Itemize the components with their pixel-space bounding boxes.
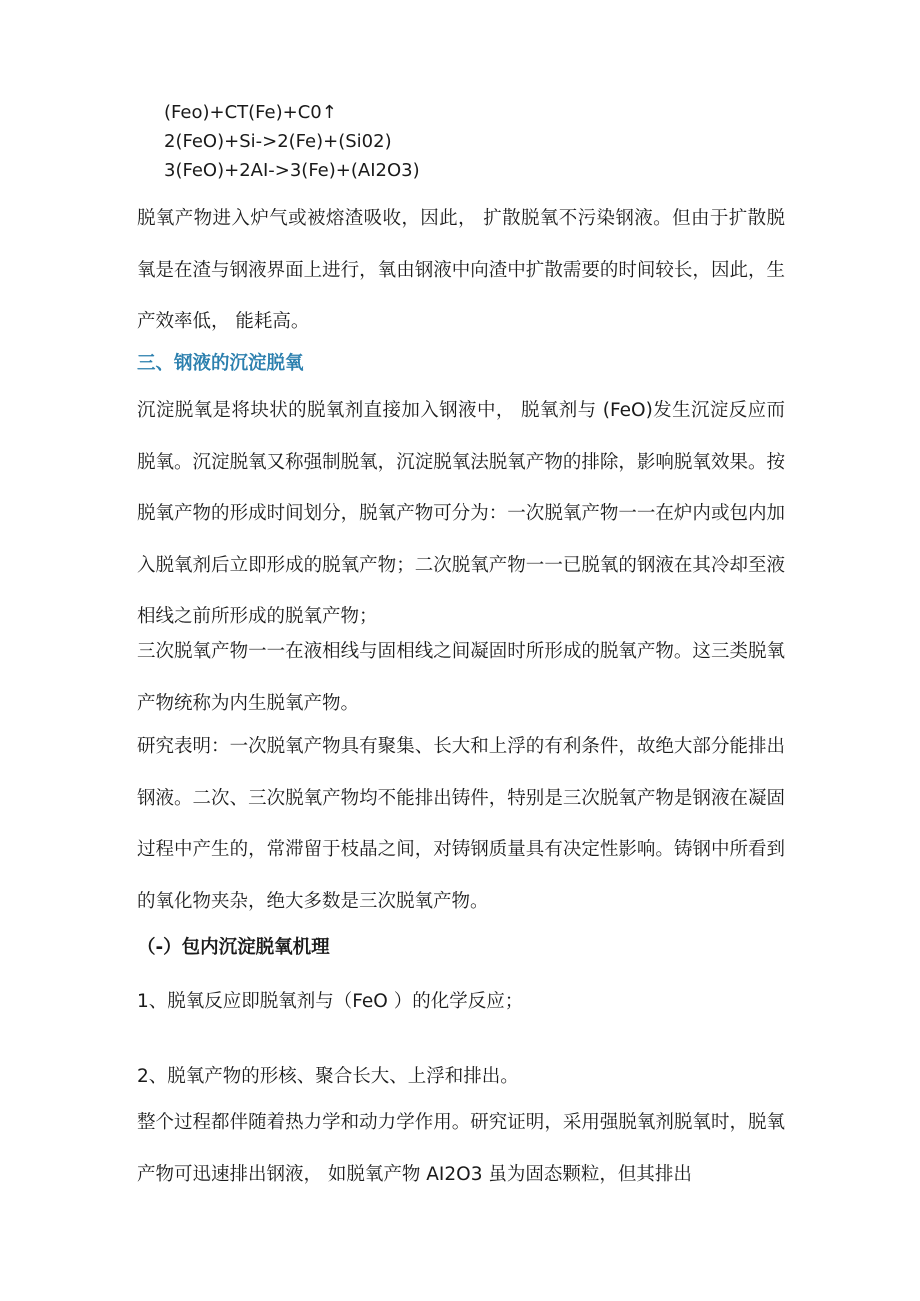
paragraph-process-summary: 整个过程都伴随着热力学和动力学作用。研究证明，采用强脱氧剂脱氧时，脱氧产物可迅速排出钢液， 如脱氧产物 AI2O3 虽为固态颗粒，但其排出 bbox=[137, 1112, 785, 1185]
list-item-2: 2、脱氧产物的形核、聚合长大、上浮和排出。 bbox=[137, 1066, 519, 1087]
paragraph-research-findings: 研究表明：一次脱氧产物具有聚集、长大和上浮的有利条件，故绝大部分能排出钢液。二次、三次脱氧产物均不能排出铸件，特别是三次脱氧产物是钢液在凝固过程中产生的，常滞留于枝晶之间，对铸钢质量具有决定性影响。铸钢中所看到的氧化物夹杂，绝大多数是三次脱氧产物。 bbox=[137, 736, 785, 912]
paragraph-precipitation-deoxidation: 沉淀脱氧是将块状的脱氧剂直接加入钢液中， 脱氧剂与 (FeO)发生沉淀反应而脱氧。沉淀脱氧又称强制脱氧，沉淀脱氧法脱氧产物的排除，影响脱氧效果。按脱氧产物的形成时间划分，脱氧产物可分为：一次脱氧产物一一在炉内或包内加入脱氧剂后立即形成的脱氧产物；二次脱氧产物一一已脱氧的钢液在其冷却至液相线之前所形成的脱氧产物； bbox=[137, 400, 785, 627]
formula-carbon-deoxidation: (Feo)+CT(Fe)+C0↑ bbox=[164, 102, 337, 123]
paragraph-diffusion-deoxidation: 脱氧产物进入炉气或被熔渣吸收，因此， 扩散脱氧不污染钢液。但由于扩散脱氧是在渣与钢液界面上进行，氧由钢液中向渣中扩散需要的时间较长，因此，生产效率低， 能耗高。 bbox=[137, 208, 785, 332]
list-item-1: 1、脱氧反应即脱氧剂与（FeO ）的化学反应； bbox=[137, 991, 524, 1012]
subsection-heading-ladle-mechanism: （-）包内沉淀脱氧机理 bbox=[137, 937, 330, 958]
formula-silicon-deoxidation: 2(FeO)+Si->2(Fe)+(Si02) bbox=[164, 131, 392, 152]
formula-aluminum-deoxidation: 3(FeO)+2AI->3(Fe)+(AI2O3) bbox=[164, 160, 420, 181]
paragraph-tertiary-products: 三次脱氧产物一一在液相线与固相线之间凝固时所形成的脱氧产物。这三类脱氧产物统称为内生脱氧产物。 bbox=[137, 641, 785, 714]
section-heading-precipitation-deoxidation: 三、钢液的沉淀脱氧 bbox=[137, 353, 304, 374]
